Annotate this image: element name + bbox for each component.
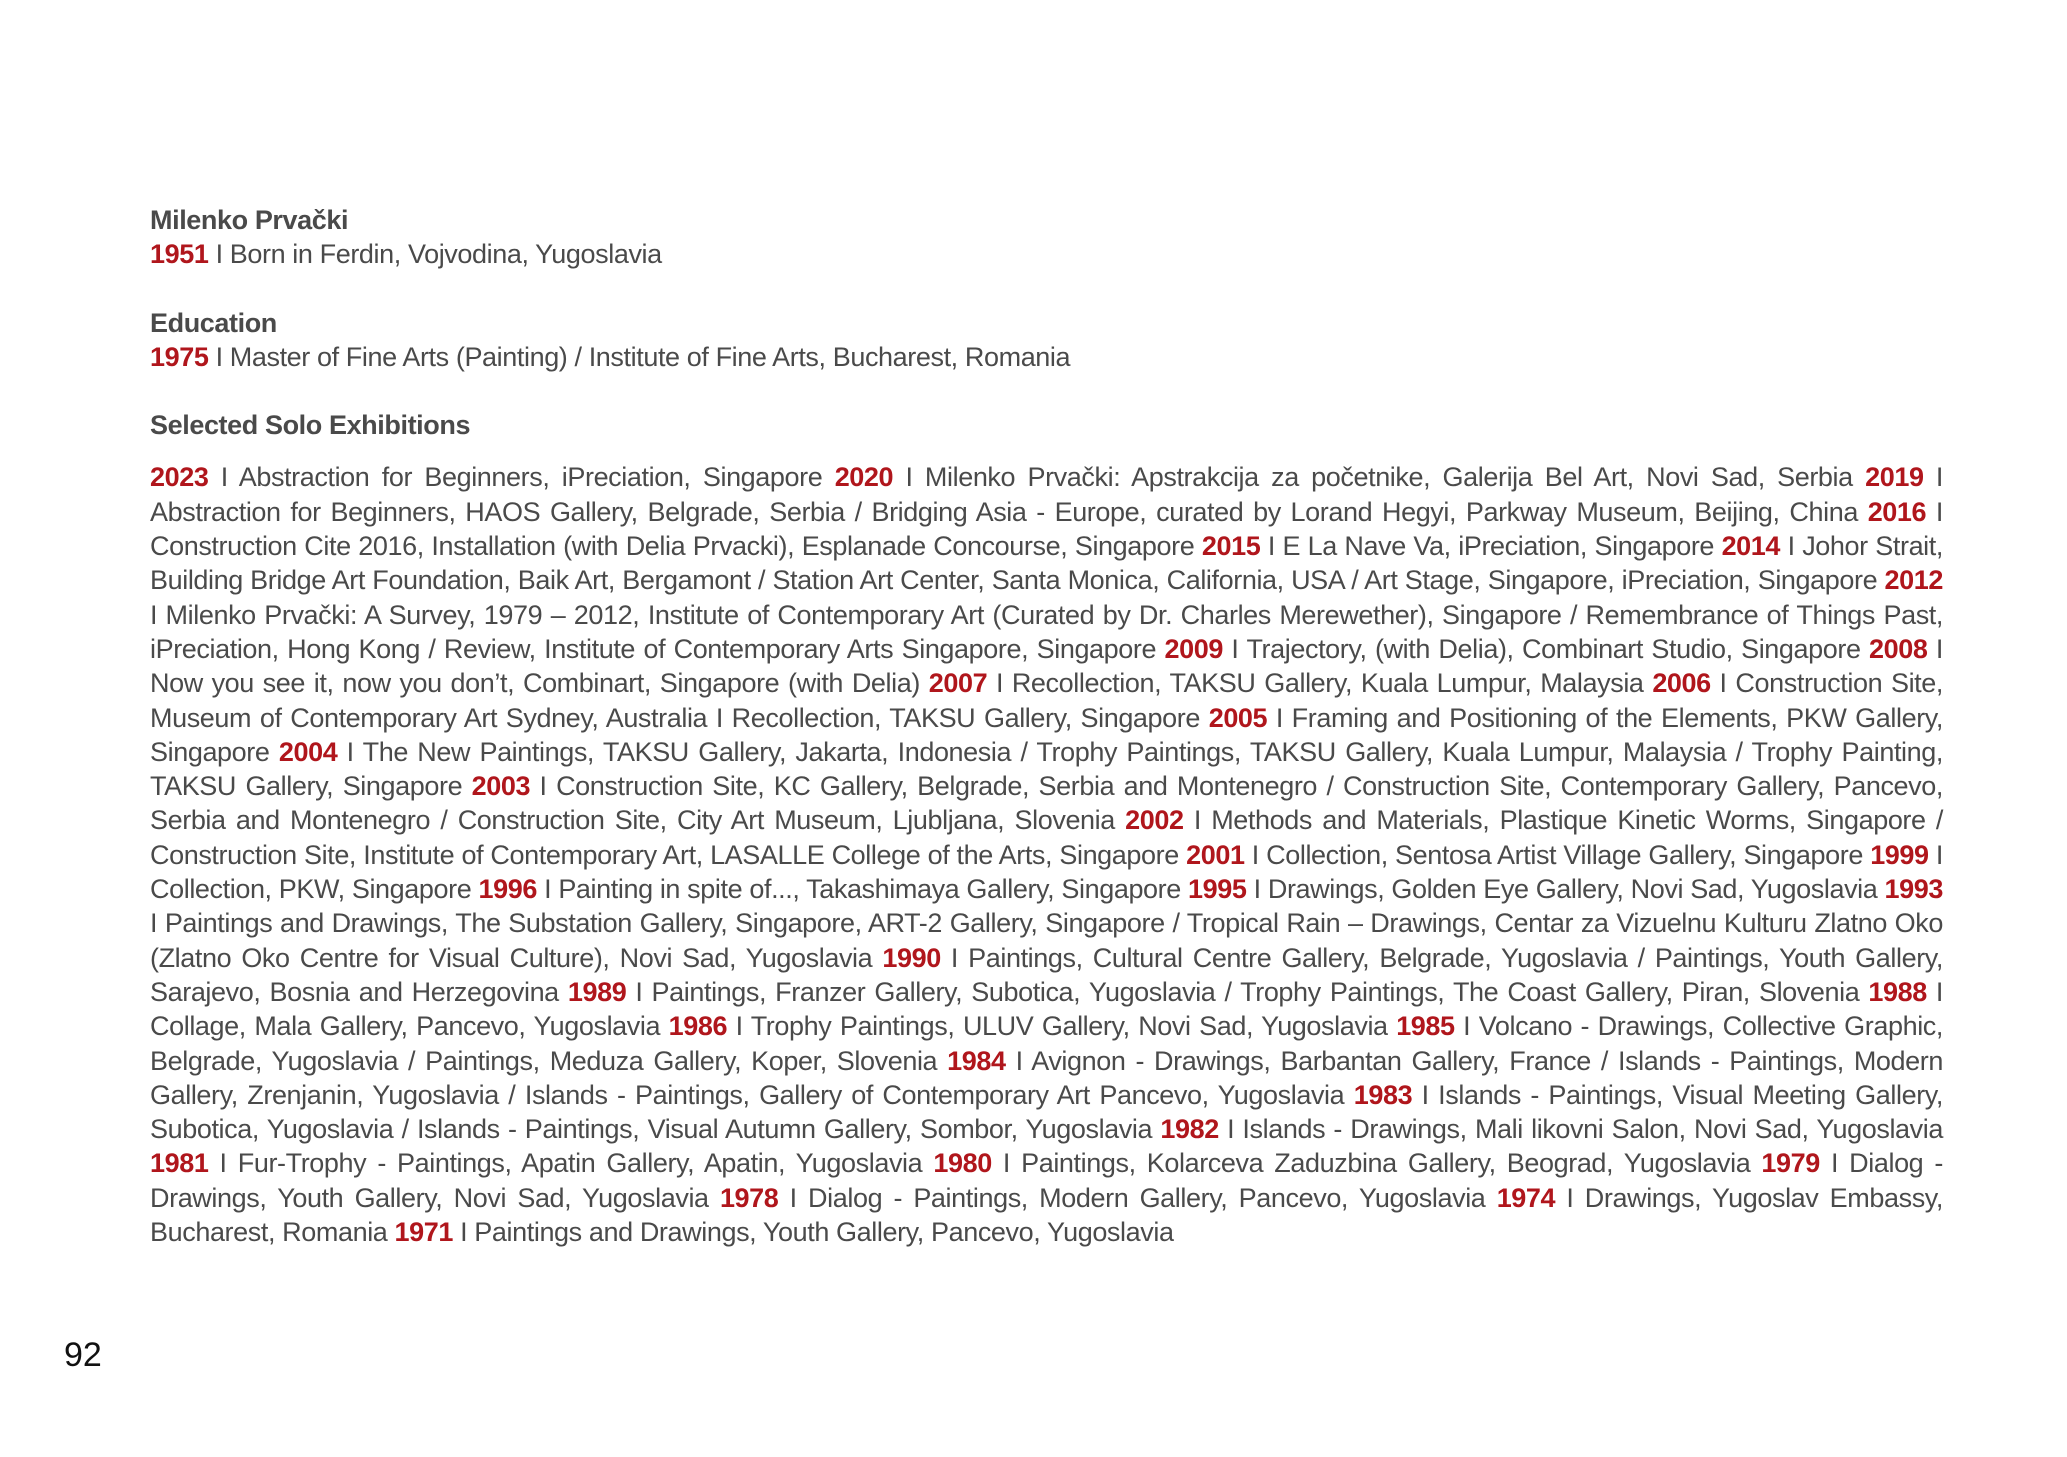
exhibition-year: 2008 <box>1869 633 1928 664</box>
artist-name <box>150 203 1943 237</box>
exhibition-year: 1974 <box>1496 1182 1556 1213</box>
exhibition-year: 1990 <box>882 942 941 973</box>
exhibition-year: 1984 <box>947 1045 1006 1076</box>
exhibition-text: I Construction Site, Museum of Contemporary Art Sydney, Australia I Recollection, TAKSU Gallery, Singapore <box>150 668 1943 733</box>
exhibition-text: I Milenko Prvački: Apstrakcija za početnike, Galerija Bel Art, Novi Sad, Serbia <box>893 462 1866 493</box>
exhibition-text: I Construction Cite 2016, Installation (with Delia Prvacki), Esplanade Concourse, Singapore <box>150 496 1944 562</box>
birth-line <box>150 237 1943 271</box>
exhibition-text: I E La Nave Va, iPreciation, Singapore <box>1260 531 1722 562</box>
exhibition-text: I Milenko Prvački: A Survey, 1979 – 2012, Institute of Contemporary Art (Curated by Dr. Charles Merewether), Singapore / Remembrance of Things Past, iPreciation, Hong Kong / Review, Institute of Contemporary Arts Singapore, Singapore <box>150 599 1943 664</box>
exhibition-year: 2001 <box>1186 839 1245 870</box>
exhibition-text: I Abstraction for Beginners, HAOS Gallery, Belgrade, Serbia / Bridging Asia - Europe, curated by Lorand Hegyi, Parkway Museum, Beijing, China <box>150 462 1943 527</box>
exhibition-text: I Collection, PKW, Singapore <box>150 839 1943 905</box>
artist-name-text: Milenko Prvački <box>150 205 349 235</box>
exhibition-year: 2014 <box>1721 531 1781 562</box>
exhibition-text: I Avignon - Drawings, Barbantan Gallery, France / Islands - Paintings, Modern Gallery, Zrenjanin, Yugoslavia / Islands - Paintings, Gallery of Contemporary Art Pancevo, Yugoslavia <box>150 1045 1943 1110</box>
exhibition-year: 1978 <box>719 1182 779 1213</box>
exhibition-year: 2006 <box>1652 668 1711 699</box>
exhibition-year: 2015 <box>1201 531 1261 562</box>
exhibition-text: I Paintings and Drawings, The Substation Gallery, Singapore, ART-2 Gallery, Singapore / Tropical Rain – Drawings, Centar za Vizuelnu Kulturu Zlatno Oko (Zlatno Oko Centre for Visual Culture), Novi Sad, Yugoslavia <box>150 908 1943 973</box>
exhibition-year: 2004 <box>278 736 338 767</box>
education-heading <box>150 306 1943 340</box>
education-line <box>150 340 1943 374</box>
exhibition-text: I Trajectory, (with Delia), Combinart Studio, Singapore <box>1223 633 1870 664</box>
birth-year: 1951 <box>150 239 209 270</box>
exhibition-year: 1981 <box>150 1148 209 1179</box>
exhibition-year: 1979 <box>1761 1148 1820 1179</box>
exhibition-year: 2003 <box>471 771 531 802</box>
solo-exhibitions-heading-text: Selected Solo Exhibitions <box>150 410 471 441</box>
exhibition-text: I Dialog - Paintings, Modern Gallery, Pancevo, Yugoslavia <box>778 1182 1497 1213</box>
exhibition-text: I Framing and Positioning of the Elements, PKW Gallery, Singapore <box>150 702 1943 767</box>
exhibition-year: 1993 <box>1884 874 1943 905</box>
exhibition-text: I Now you see it, now you don’t, Combinart, Singapore (with Delia) <box>150 633 1944 699</box>
exhibition-year: 2012 <box>1884 565 1943 596</box>
exhibition-text: I Painting in spite of..., Takashimaya Gallery, Singapore <box>536 874 1189 905</box>
exhibition-year: 1989 <box>567 976 627 1007</box>
exhibition-year: 2019 <box>1865 462 1924 493</box>
exhibition-year: 2023 <box>150 462 209 493</box>
exhibition-year: 1995 <box>1188 874 1247 905</box>
exhibition-year: 1988 <box>1868 976 1927 1007</box>
exhibition-year: 2002 <box>1125 805 1184 836</box>
solo-exhibitions-list <box>150 460 1943 1249</box>
solo-exhibitions-heading <box>150 408 1943 442</box>
biography-content <box>150 203 1943 1249</box>
exhibition-year: 2016 <box>1867 496 1927 527</box>
exhibition-year: 2020 <box>834 462 894 493</box>
exhibition-text: I Methods and Materials, Plastique Kinetic Worms, Singapore / Construction Site, Institute of Contemporary Art, LASALLE College of the Arts, Singapore <box>150 805 1943 870</box>
exhibition-text: I Drawings, Yugoslav Embassy, Bucharest, Romania <box>150 1182 1943 1248</box>
page-number: 92 <box>64 1336 102 1374</box>
exhibition-year: 2009 <box>1164 633 1224 664</box>
exhibition-text: I Drawings, Golden Eye Gallery, Novi Sad, Yugoslavia <box>1246 874 1885 905</box>
exhibition-text: I Fur-Trophy - Paintings, Apatin Gallery, Apatin, Yugoslavia <box>208 1148 934 1179</box>
exhibition-text: I Paintings and Drawings, Youth Gallery, Pancevo, Yugoslavia <box>453 1217 1174 1248</box>
exhibition-text: I Collage, Mala Gallery, Pancevo, Yugoslavia <box>150 976 1944 1042</box>
exhibition-text: I Paintings, Cultural Centre Gallery, Belgrade, Yugoslavia / Paintings, Youth Gallery, Sarajevo, Bosnia and Herzegovina <box>150 942 1943 1007</box>
education-text: I Master of Fine Arts (Painting) / Institute of Fine Arts, Bucharest, Romania <box>208 341 1071 372</box>
exhibition-text: I Johor Strait, Building Bridge Art Foundation, Baik Art, Bergamont / Station Art Center, Santa Monica, California, USA / Art Stage, Singapore, iPreciation, Singapore <box>150 531 1943 596</box>
exhibition-text: I Paintings, Franzer Gallery, Subotica, Yugoslavia / Trophy Paintings, The Coast Gallery, Piran, Slovenia <box>626 976 1869 1007</box>
exhibition-year: 1983 <box>1353 1079 1413 1110</box>
exhibition-year: 1986 <box>668 1011 728 1042</box>
exhibition-text: I Trophy Paintings, ULUV Gallery, Novi Sad, Yugoslavia <box>727 1011 1397 1042</box>
exhibition-text: I Paintings, Kolarceva Zaduzbina Gallery, Beograd, Yugoslavia <box>991 1148 1762 1179</box>
exhibition-year: 1980 <box>933 1148 992 1179</box>
exhibition-text: I Islands - Paintings, Visual Meeting Gallery, Subotica, Yugoslavia / Islands - Paintings, Visual Autumn Gallery, Sombor, Yugoslavia <box>150 1079 1943 1145</box>
exhibition-text: I Islands - Drawings, Mali likovni Salon, Novi Sad, Yugoslavia <box>1218 1114 1943 1145</box>
exhibition-year: 2007 <box>928 668 988 699</box>
exhibition-text: I Dialog - Drawings, Youth Gallery, Novi Sad, Yugoslavia <box>150 1148 1943 1213</box>
exhibition-year: 1985 <box>1396 1011 1455 1042</box>
birth-text: I Born in Ferdin, Vojvodina, Yugoslavia <box>208 239 662 270</box>
exhibition-text: I The New Paintings, TAKSU Gallery, Jakarta, Indonesia / Trophy Paintings, TAKSU Gallery, Kuala Lumpur, Malaysia / Trophy Painting, TAKSU Gallery, Singapore <box>150 736 1943 802</box>
exhibition-year: 1999 <box>1870 839 1929 870</box>
education-year: 1975 <box>150 341 209 372</box>
exhibition-year: 1971 <box>394 1217 453 1248</box>
education-heading-text: Education <box>150 307 277 338</box>
exhibition-text: I Volcano - Drawings, Collective Graphic, Belgrade, Yugoslavia / Paintings, Meduza Gallery, Koper, Slovenia <box>150 1011 1943 1076</box>
exhibition-text: I Abstraction for Beginners, iPreciation, Singapore <box>208 462 835 493</box>
exhibition-text: I Recollection, TAKSU Gallery, Kuala Lumpur, Malaysia <box>987 668 1653 699</box>
exhibition-year: 2005 <box>1208 702 1268 733</box>
exhibition-text: I Collection, Sentosa Artist Village Gallery, Singapore <box>1244 839 1871 870</box>
exhibition-year: 1982 <box>1160 1114 1219 1145</box>
exhibition-year: 1996 <box>478 874 537 905</box>
exhibition-text: I Construction Site, KC Gallery, Belgrade, Serbia and Montenegro / Construction Site, Contemporary Gallery, Pancevo, Serbia and Montenegro / Construction Site, City Art Museum, Ljubljana, Slovenia <box>150 771 1943 836</box>
